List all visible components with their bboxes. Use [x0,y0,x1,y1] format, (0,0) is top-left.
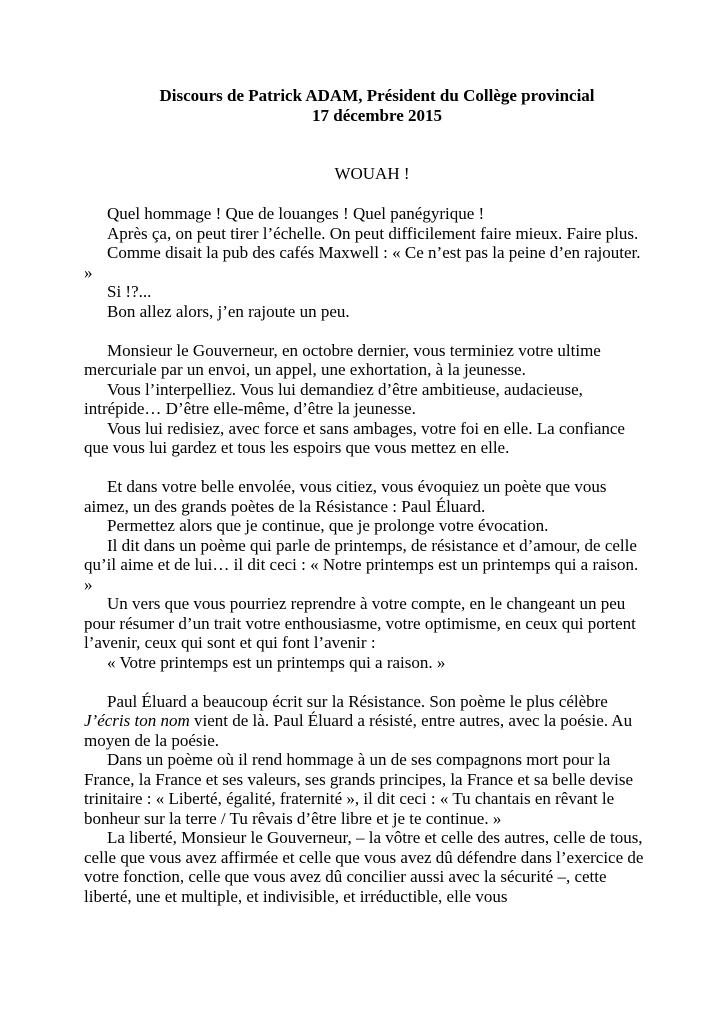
paragraph [84,692,644,751]
paragraph-text: Paul Éluard a beaucoup écrit sur la Résistance. Son poème le plus célèbre [107,691,608,711]
exclamation-heading [0,164,724,184]
paragraph: Après ça, on peut tirer l’échelle. On peut difficilement faire mieux. Faire plus. [107,223,639,243]
paragraph: « Votre printemps est un printemps qui a raison. » [107,652,446,672]
paragraph: Permettez alors que je continue, que je prolonge votre évocation. [107,516,549,535]
poem-title: J’écris ton nom [84,711,190,730]
paragraph: Et dans votre belle envolée, vous citiez, vous évoquiez un poète que vous aimez, un des grands poètes de la Résistance : Paul Éluard. [84,477,607,516]
paragraph: Quel hommage ! Que de louanges ! Quel panégyrique ! [107,204,485,223]
exclamation-text: WOUAH ! [334,164,410,183]
paragraph: Vous lui redisiez, avec force et sans ambages, votre foi en elle. La confiance que vous lui gardez et tous les espoirs que vous mettez en elle. [84,418,625,457]
speech-body [84,204,644,906]
paragraph-spacer [84,672,644,692]
paragraph-text: vient de là. Paul Éluard a résisté, entre autres, avec la poésie. Au moyen de la poésie. [84,711,633,750]
document-header [0,86,724,126]
speech-title: Discours de Patrick ADAM, Président du Collège provincial [159,86,595,105]
paragraph: Il dit dans un poème qui parle de printemps, de résistance et d’amour, de celle qu’il aime et de lui… il dit ceci : « Notre printemps est un printemps qui a raison. » [84,535,639,594]
paragraph: Bon allez alors, j’en rajoute un peu. [107,301,350,321]
paragraph: Vous l’interpelliez. Vous lui demandiez d’être ambitieuse, audacieuse, intrépide… D’être elle-même, d’être la jeunesse. [84,379,583,418]
paragraph-spacer [84,321,644,341]
paragraph-spacer [84,458,644,478]
speech-date: 17 décembre 2015 [312,106,442,125]
paragraph: Si !?... [107,282,152,301]
paragraph: Dans un poème où il rend hommage à un de ses compagnons mort pour la France, la France et ses valeurs, ses grands principes, la France et sa belle devise trinitaire : « Liberté, égalité, fraternité », il dit ceci : « Tu chantais en rêvant le bonheur sur la terre / Tu rêvais d’être libre et je te continue. » [84,750,633,828]
paragraph: Un vers que vous pourriez reprendre à votre compte, en le changeant un peu pour résumer d’un trait votre enthousiasme, votre optimisme, en ceux qui portent l’avenir, ceux qui sont et qui font l’avenir : [84,594,636,652]
paragraph: Comme disait la pub des cafés Maxwell : « Ce n’est pas la peine d’en rajouter. » [84,243,641,282]
paragraph: La liberté, Monsieur le Gouverneur, – la vôtre et celle des autres, celle de tous, celle que vous avez affirmée et celle que vous avez dû défendre dans l’exercice de votre fonction, celle que vous avez dû concilier aussi avec la sécurité –, cette liberté, une et multiple, et indivisible, et irréductible, elle vous [84,828,644,906]
paragraph: Monsieur le Gouverneur, en octobre dernier, vous terminiez votre ultime mercuriale par un envoi, un appel, une exhortation, à la jeunesse. [84,340,601,379]
